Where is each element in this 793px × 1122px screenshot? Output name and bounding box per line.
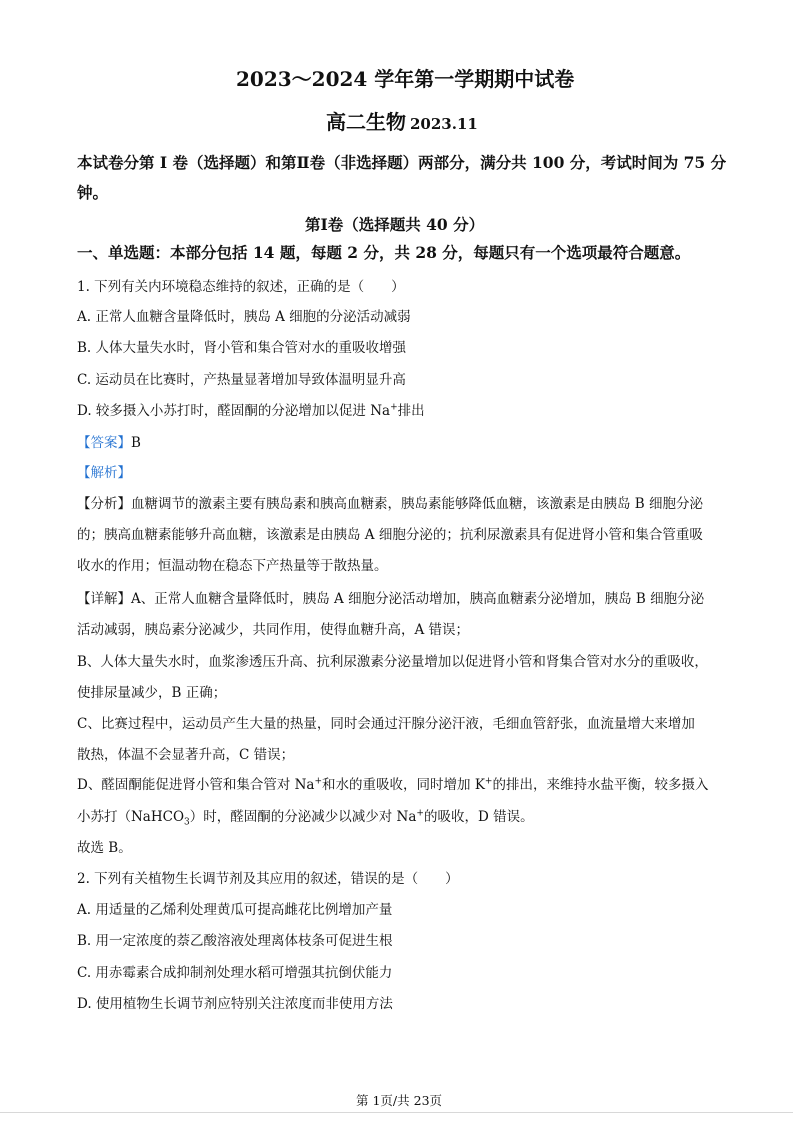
exam-date: 2023.11 (410, 115, 478, 133)
answer-value: B (131, 435, 141, 451)
q1-detail-4: 使排尿量减少，B 正确； (77, 685, 227, 701)
q1-detail-3: B、人体大量失水时，血浆渗透压升高、抗利尿激素分泌量增加以促进肾小管和肾集合管对水分的重吸收， (77, 654, 708, 670)
q2-option-c: C. 用赤霉素合成抑制剂处理水稻可增强其抗倒伏能力 (77, 965, 393, 981)
q1-conclusion: 故选 B。 (77, 840, 132, 856)
subject-name: 高二生物 (326, 110, 406, 134)
answer-tag: 【答案】 (77, 435, 131, 451)
exam-subtitle (326, 106, 478, 135)
q1-option-b: B. 人体大量失水时，肾小管和集合管对水的重吸收增强 (77, 340, 407, 356)
q1-stem: 1. 下列有关内环境稳态维持的叙述，正确的是（ ） (77, 279, 405, 295)
q2-option-d: D. 使用植物生长调节剂应特别关注浓度而非使用方法 (77, 996, 393, 1012)
part-heading: 一、单选题：本部分包括 14 题，每题 2 分，共 28 分，每题只有一个选项最符合题意。 (77, 243, 691, 262)
q1-option-d: D. 较多摄入小苏打时，醛固酮的分泌增加以促进 Na+排出 (77, 402, 425, 419)
footer-divider (0, 1112, 793, 1113)
q1-fenxi-2: 的；胰高血糖素能够升高血糖，该激素是由胰岛 A 细胞分泌的；抗利尿激素具有促进肾小管和集合管重吸 (77, 527, 703, 543)
q1-answer (77, 431, 141, 451)
q1-analysis-tag: 【解析】 (77, 465, 131, 481)
q1-fenxi-1: 【分析】血糖调节的激素主要有胰岛素和胰高血糖素，胰岛素能够降低血糖，该激素是由胰岛 B 细胞分泌 (77, 496, 704, 512)
intro-line-2: 钟。 (77, 183, 109, 202)
q1-detail-1: 【详解】A、正常人血糖含量降低时，胰岛 A 细胞分泌活动增加，胰高血糖素分泌增加，胰岛 B 细胞分泌 (77, 591, 705, 607)
exam-title: 2023～2024 学年第一学期期中试卷 (236, 67, 575, 91)
q2-option-b: B. 用一定浓度的萘乙酸溶液处理离体枝条可促进生根 (77, 933, 393, 949)
q1-option-a: A. 正常人血糖含量降低时，胰岛 A 细胞的分泌活动减弱 (77, 309, 411, 325)
q1-detail-7: D、醛固酮能促进肾小管和集合管对 Na+和水的重吸收，同时增加 K+的排出，来维持水盐平衡，较多摄入 (77, 776, 709, 793)
q1-detail-5: C、比赛过程中，运动员产生大量的热量，同时会通过汗腺分泌汗液，毛细血管舒张，血流量增大来增加 (77, 716, 695, 732)
page-footer: 第 1页/共 23页 (356, 1093, 443, 1108)
section-heading: 第Ⅰ卷（选择题共 40 分） (305, 215, 485, 234)
q2-stem: 2. 下列有关植物生长调节剂及其应用的叙述，错误的是（ ） (77, 871, 459, 887)
q1-fenxi-3: 收水的作用；恒温动物在稳态下产热量等于散热量。 (77, 558, 388, 574)
q1-detail-6: 散热，体温不会显著升高，C 错误； (77, 747, 295, 763)
q1-option-c: C. 运动员在比赛时，产热量显著增加导致体温明显升高 (77, 372, 406, 388)
q2-option-a: A. 用适量的乙烯利处理黄瓜可提高雌花比例增加产量 (77, 902, 393, 918)
q1-detail-2: 活动减弱，胰岛素分泌减少，共同作用，使得血糖升高，A 错误； (77, 622, 470, 638)
intro-line-1: 本试卷分第 I 卷（选择题）和第Ⅱ卷（非选择题）两部分，满分共 100 分，考试时间为 75 分 (77, 153, 727, 172)
q1-detail-8: 小苏打（NaHCO$_3$）时，醛固酮的分泌减少以减少对 Na+的吸收，D 错误。 (77, 808, 534, 828)
